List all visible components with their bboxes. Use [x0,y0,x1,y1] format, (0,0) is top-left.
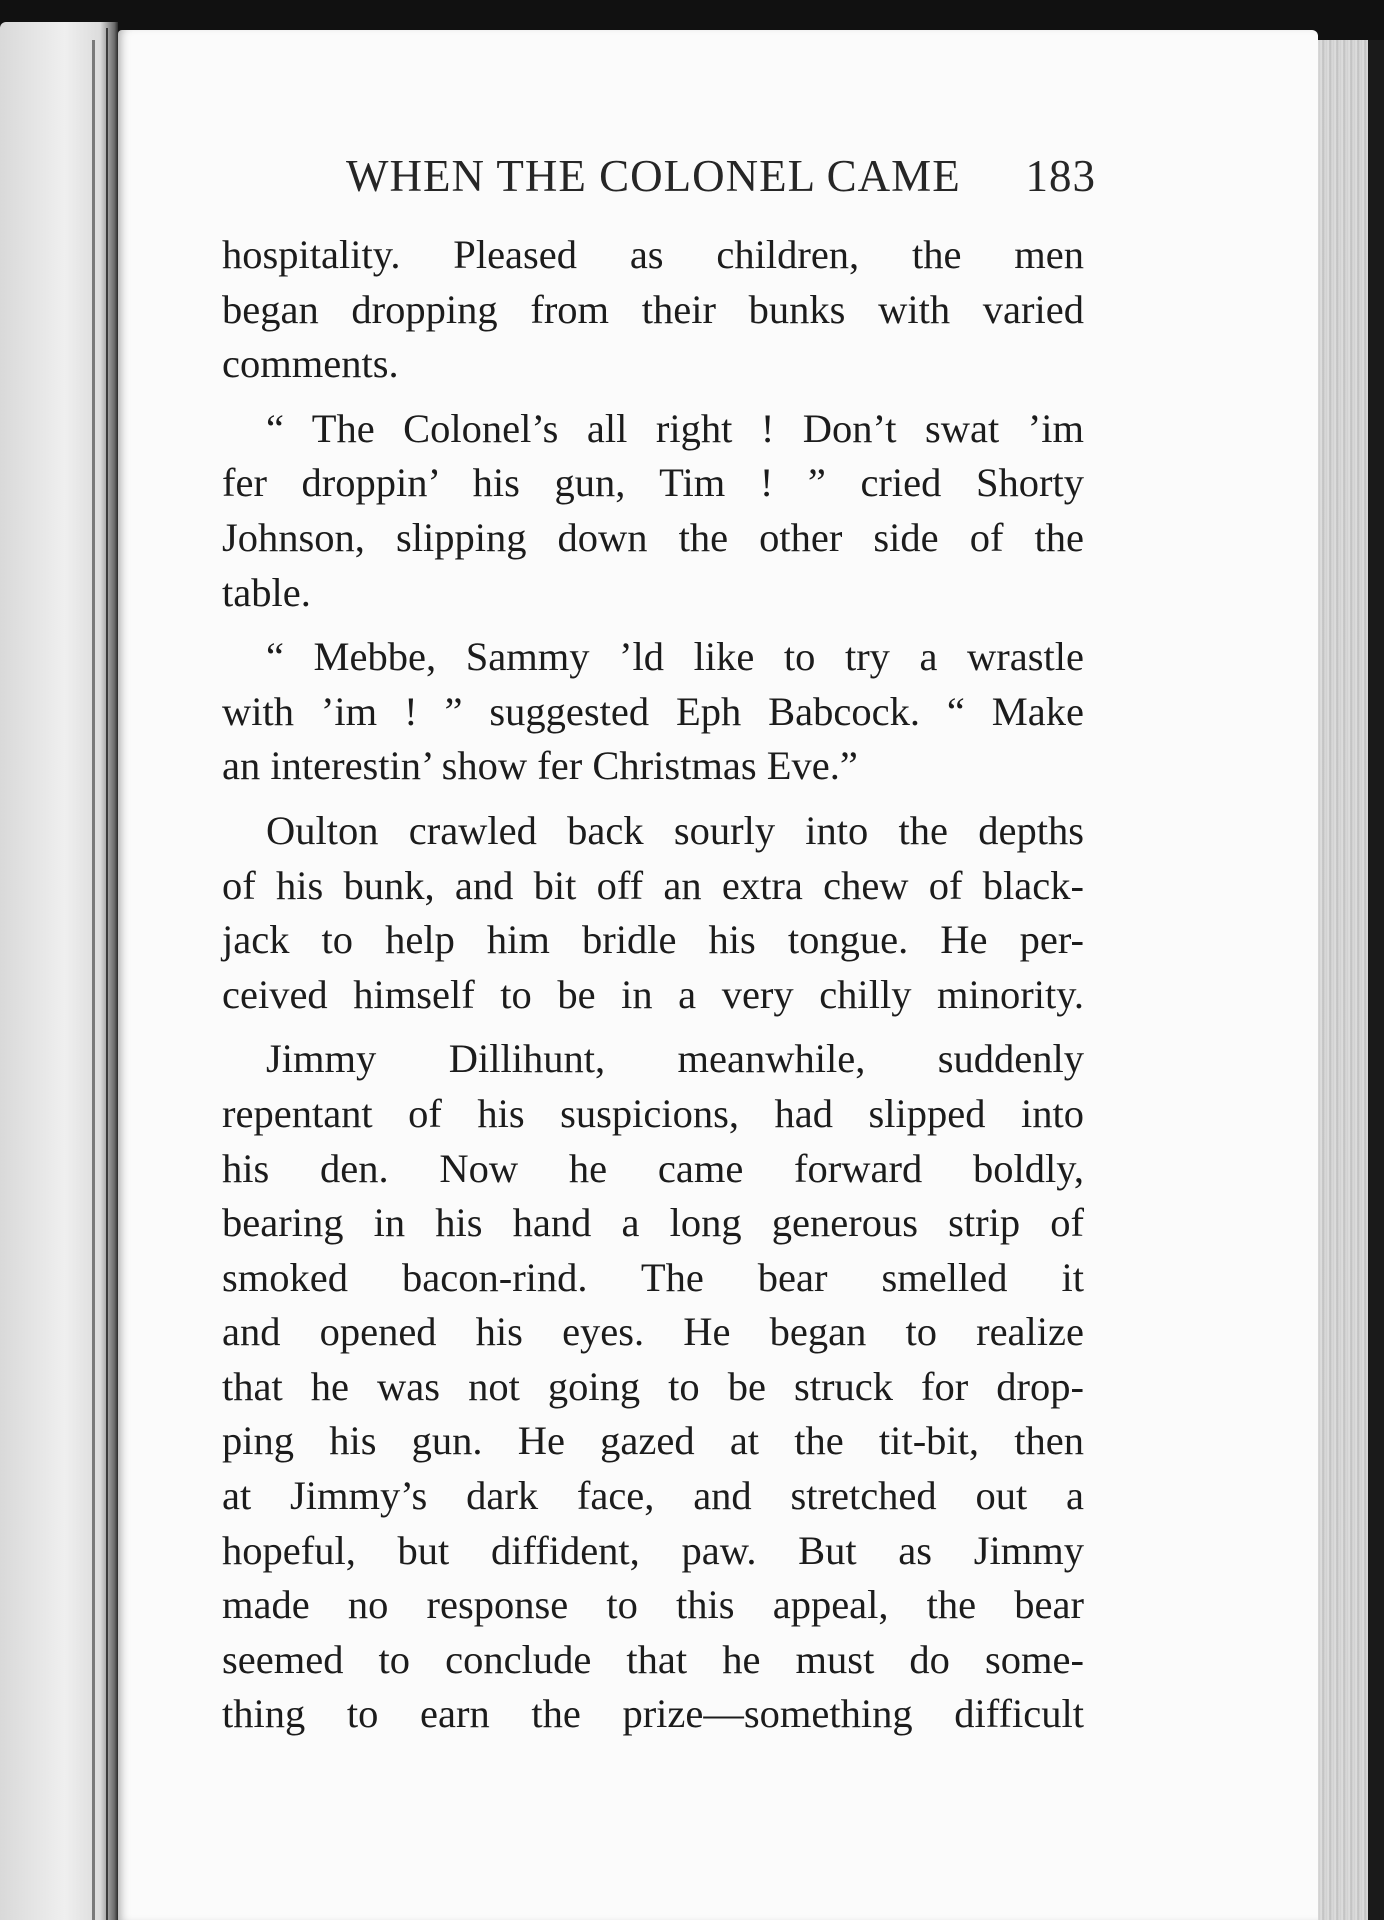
running-head-title: WHEN THE COLONEL CAME [346,151,961,201]
text-line: Oulton crawled back sourly into the depths [266,807,1084,853]
text-line: bearing in his hand a long generous strip of [222,1200,1084,1246]
text-line: “ Mebbe, Sammy ’ld like to try a wrastle [266,634,1084,680]
text-line: ping his gun. He gazed at the tit-bit, then [222,1418,1084,1464]
text-line: made no response to this appeal, the bear [222,1582,1084,1628]
text-line: his den. Now he came forward boldly, [222,1145,1084,1191]
text-line: began dropping from their bunks with varied [222,286,1084,332]
running-head [230,150,1096,210]
text-line: of his bunk, and bit off an extra chew of black- [222,862,1084,908]
text-line: “ The Colonel’s all right ! Don’t swat ’im [266,405,1084,451]
text-line: at Jimmy’s dark face, and stretched out a [222,1473,1084,1519]
text-line: hospitality. Pleased as children, the men [222,232,1084,277]
paragraph [222,804,1084,1022]
text-line: table. [222,569,311,615]
paragraph [222,228,1084,392]
facing-page-fold-line [92,40,95,1920]
text-line: repentant of his suspicions, had slipped into [222,1090,1084,1136]
paragraph [222,630,1084,794]
text-line: hopeful, but diffident, paw. But as Jimmy [222,1527,1084,1573]
text-line: smoked bacon-rind. The bear smelled it [222,1254,1084,1300]
text-line: fer droppin’ his gun, Tim ! ” cried Shorty [222,460,1084,506]
paragraph [222,1032,1084,1742]
text-line: Johnson, slipping down the other side of the [222,514,1084,560]
gutter-line [106,28,108,1920]
text-line: and opened his eyes. He began to realize [222,1309,1084,1355]
text-line: jack to help him bridle his tongue. He per- [222,917,1084,963]
text-line: thing to earn the prize—something difficult [222,1691,1084,1737]
text-line: Jimmy Dillihunt, meanwhile, suddenly [266,1036,1084,1082]
text-line: with ’im ! ” suggested Eph Babcock. “ Make [222,688,1084,734]
text-line: seemed to conclude that he must do some- [222,1636,1084,1682]
text-line: an interestin’ show fer Christmas Eve.” [222,743,858,789]
text-line: ceived himself to be in a very chilly minority. [222,971,1084,1017]
paragraph [222,402,1084,620]
facing-page-edge [0,22,118,1920]
page-stack-edge [1318,40,1368,1920]
text-line: comments. [222,341,399,387]
text-line: that he was not going to be struck for drop- [222,1363,1084,1409]
body-text [222,228,1084,1752]
page-number: 183 [1025,151,1096,201]
page-stack-shadow [1368,40,1384,1920]
